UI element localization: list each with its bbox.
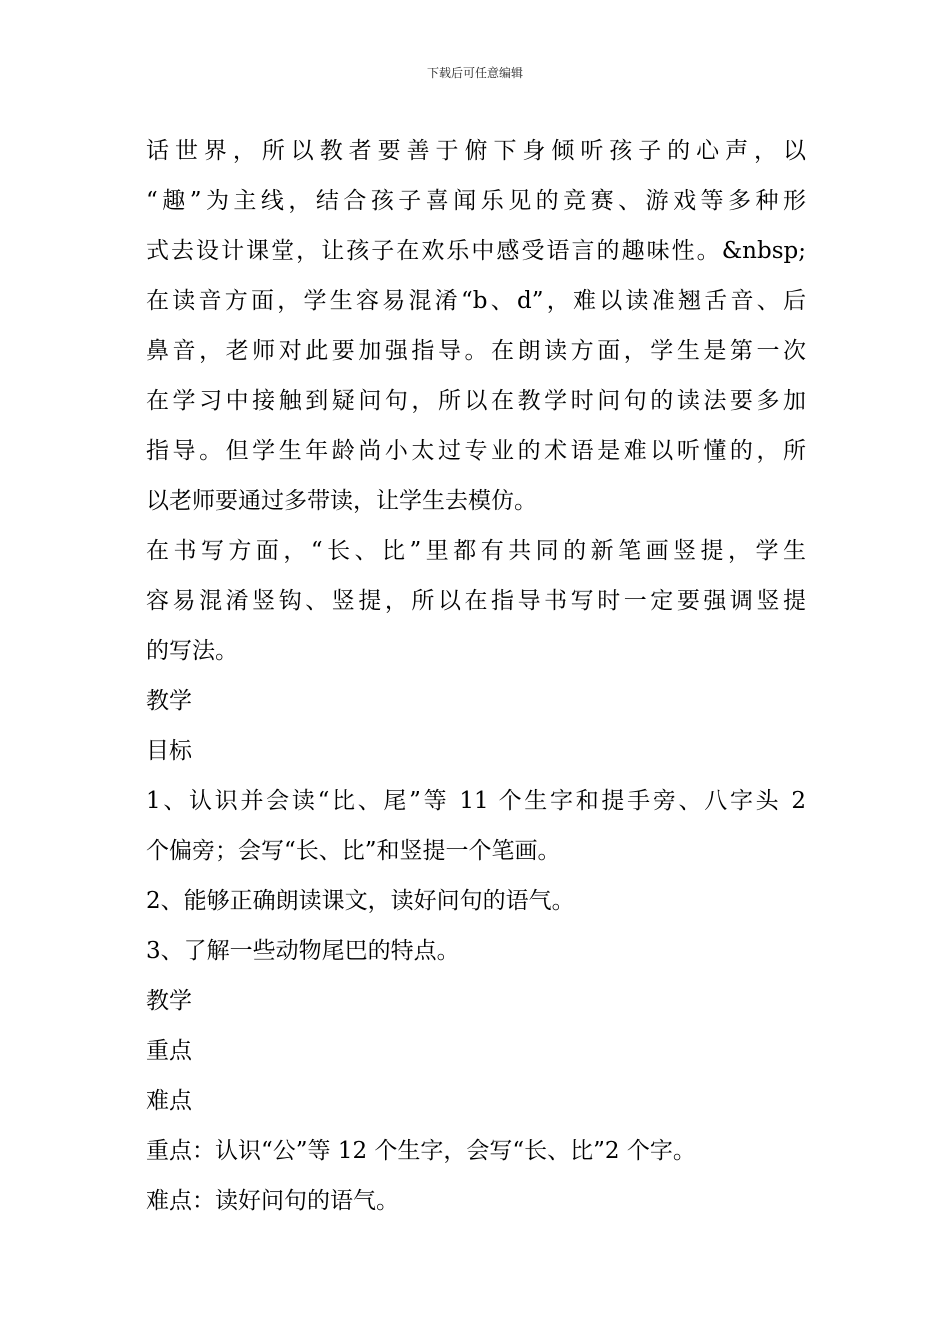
text-line: 指导。但学生年龄尚小太过专业的术语是难以听懂的，所 — [146, 438, 806, 464]
text-line: 的写法。 — [146, 638, 238, 664]
text-line: 在读音方面，学生容易混淆“b、d”，难以读准翘舌音、后 — [146, 288, 806, 314]
text-line: 以老师要通过多带读，让学生去模仿。 — [146, 488, 537, 514]
section-heading: 教学 — [146, 688, 192, 714]
list-item: 3、了解一些动物尾巴的特点。 — [146, 938, 460, 964]
text-line: 在书写方面，“长、比”里都有共同的新笔画竖提，学生 — [146, 538, 806, 564]
text-line: 话世界，所以教者要善于俯下身倾听孩子的心声，以 — [146, 138, 806, 164]
section-heading: 教学 — [146, 988, 192, 1014]
page-header: 下载后可任意编辑 — [426, 66, 523, 80]
section-heading: 重点 — [146, 1038, 192, 1064]
text-line: 在学习中接触到疑问句，所以在教学时问句的读法要多加 — [146, 388, 806, 414]
text-line: “趣”为主线，结合孩子喜闻乐见的竞赛、游戏等多种形 — [146, 188, 806, 214]
list-item: 1、认识并会读“比、尾”等 11 个生字和提手旁、八字头 2 — [146, 788, 806, 814]
text-line: 容易混淆竖钩、竖提，所以在指导书写时一定要强调竖提 — [146, 588, 806, 614]
section-heading: 目标 — [146, 738, 192, 764]
list-item-continuation: 个偏旁；会写“长、比”和竖提一个笔画。 — [146, 838, 561, 864]
list-item: 2、能够正确朗读课文，读好问句的语气。 — [146, 888, 575, 914]
text-line: 鼻音，老师对此要加强指导。在朗读方面，学生是第一次 — [146, 338, 806, 364]
section-heading: 难点 — [146, 1088, 192, 1114]
text-line: 式去设计课堂，让孩子在欢乐中感受语言的趣味性。&nbsp; — [146, 238, 806, 264]
text-line: 难点：读好问句的语气。 — [146, 1188, 399, 1214]
text-line: 重点：认识“公”等 12 个生字，会写“长、比”2 个字。 — [146, 1138, 696, 1164]
document-body — [146, 126, 806, 1226]
